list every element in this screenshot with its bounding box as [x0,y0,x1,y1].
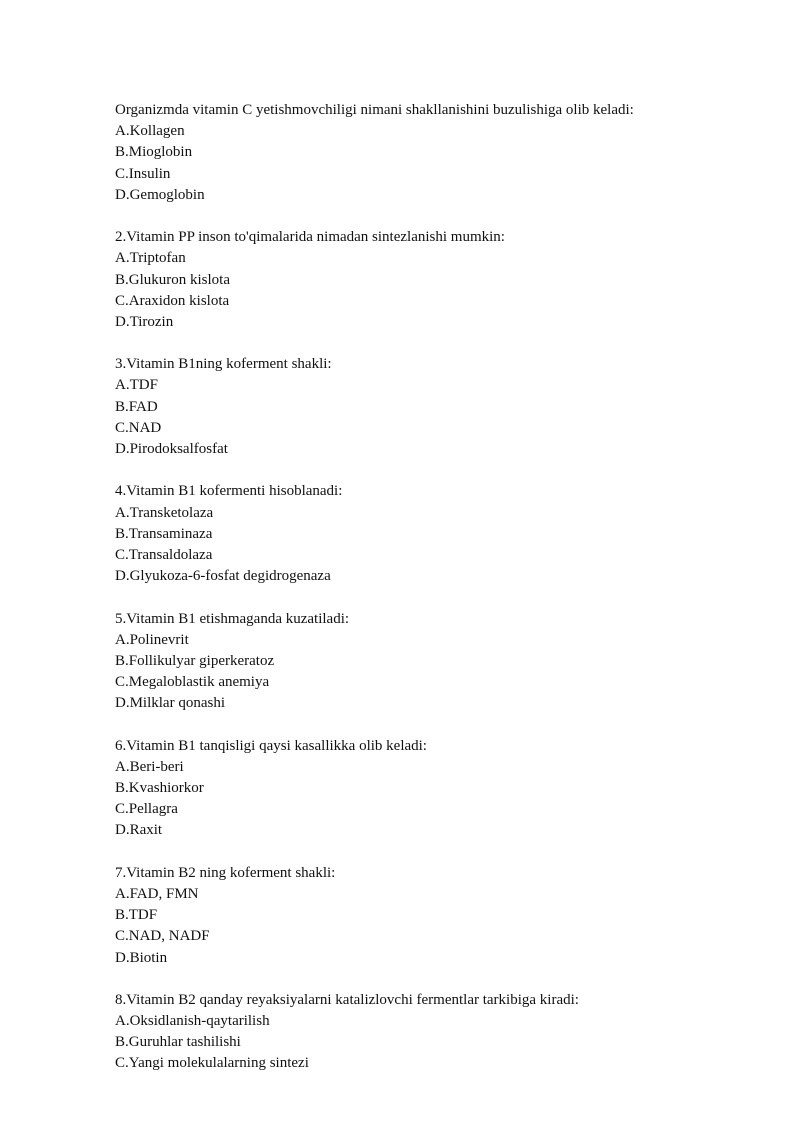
question-3 [115,354,775,460]
question-1 [115,100,775,206]
answer-option: A.Transketolaza [115,504,214,521]
question-text: 5.Vitamin B1 etishmaganda kuzatiladi: [115,610,350,627]
question-7 [115,863,775,969]
answer-option: A.Kollagen [115,123,185,140]
answer-option: B.Kvashiorkor [115,780,204,796]
answer-option: B.TDF [115,907,158,924]
answer-option: B.Transaminaza [115,525,213,542]
answer-option: D.Glyukoza-6-fosfat degidrogenaza [115,568,331,585]
answer-option: D.Biotin [115,949,168,966]
answer-option: C.NAD, NADF [115,928,210,945]
question-4 [115,481,775,587]
answer-option: A.TDF [115,377,158,394]
answer-option: C.Insulin [115,165,171,182]
question-text: 7.Vitamin B2 ning koferment shakli: [115,864,336,881]
answer-option: C.NAD [115,419,162,436]
answer-option: B.Glukuron kislota [115,271,230,288]
answer-option: A.Triptofan [115,250,186,267]
question-list [115,100,775,1075]
question-text: 6.Vitamin B1 tanqisligi qaysi kasallikka olib keladi: [115,737,427,754]
answer-option: D.Tirozin [115,313,174,330]
question-text: Organizmda vitamin C yetishmovchiligi nimani shakllanishini buzulishiga olib keladi: [115,102,634,118]
question-8 [115,990,775,1075]
answer-option: C.Transaldolaza [115,546,213,563]
answer-option: D.Pirodoksalfosfat [115,441,228,457]
answer-option: B.Follikulyar giperkeratoz [115,652,275,669]
answer-option: C.Pellagra [115,801,178,818]
question-text: 4.Vitamin B1 kofermenti hisoblanadi: [115,483,343,500]
question-2 [115,227,775,333]
answer-option: A.Beri-beri [115,758,184,775]
answer-option: B.FAD [115,398,158,415]
answer-option: A.Oksidlanish-qaytarilish [115,1013,270,1030]
answer-option: D.Milklar qonashi [115,695,225,712]
answer-option: C.Yangi molekulalarning sintezi [115,1055,309,1072]
answer-option: D.Gemoglobin [115,186,205,203]
question-text: 8.Vitamin B2 qanday reyaksiyalarni katalizlovchi fermentlar tarkibiga kiradi: [115,991,579,1008]
answer-option: B.Mioglobin [115,144,193,161]
answer-option: C.Araxidon kislota [115,292,230,309]
question-text: 3.Vitamin B1ning koferment shakli: [115,356,332,373]
answer-option: A.FAD, FMN [115,885,199,902]
question-5 [115,609,775,715]
answer-option: B.Guruhlar tashilishi [115,1034,241,1051]
question-6 [115,736,775,842]
answer-option: A.Polinevrit [115,631,189,648]
question-text: 2.Vitamin PP inson to'qimalarida nimadan sintezlanishi mumkin: [115,229,505,246]
answer-option: D.Raxit [115,822,163,839]
answer-option: C.Megaloblastik anemiya [115,674,270,691]
